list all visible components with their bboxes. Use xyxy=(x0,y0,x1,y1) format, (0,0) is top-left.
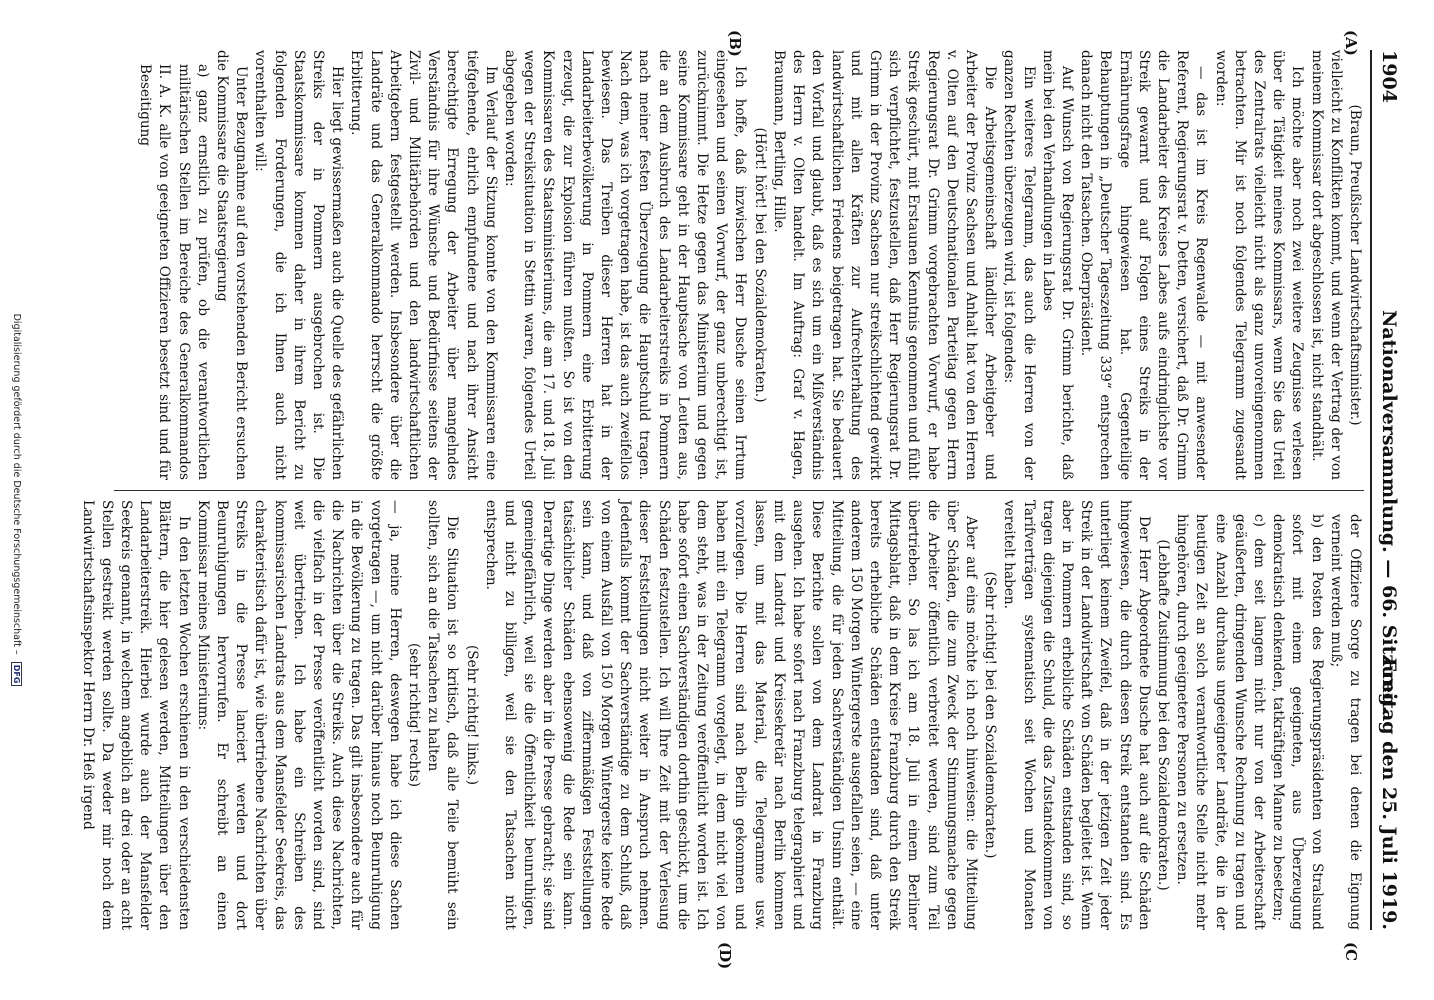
quote-paragraph: In den letzten Wochen erschienen in den verschiedensten Blättern, die hier gelesen werden, Mitteilungen über den Landarbeiterstreik. Hierbei wurde auch der Mansfelder Seekreis genannt, in welchem angeblich an drei oder an acht Stellen gestreikt werden sollte. Da weder mir noch dem Landwirtschaftsinspektor Herrn Dr. Heß irgend xyxy=(79,500,192,930)
margin-marker-c: (C xyxy=(1342,942,1360,962)
paragraph: vielleicht zu Konflikten kommt, und wenn der Vertrag der von meinem Kommissar dort abgeschlossen ist, nicht standhält. xyxy=(1308,50,1344,480)
quote-paragraph: Die Arbeitsgemeinschaft ländlicher Arbeitgeber und Arbeiter der Provinz Sachsen und Anhalt hat von den Herren v. Olten auf den Deutschnationalen Parteitag gegen Herrn Regierungsrat Dr. Grimm vorgebrachten Vorwurf, er habe Streik geschürt, mit Erstaunen Kenntnis genommen und fühlt sich verpflichtet, festzustellen, daß Herr Regierungsrat Dr. Grimm in der Provinz Sachsen nur streikschlichtend gewirkt und mit allen Kräften zur Aufrechterhaltung des landwirtschaftlichen Friedens beigetragen hat. Sie bedauert den Vorfall und glaubt, daß es sich um ein Mißverständnis des Herrn v. Olten handelt. Im Auftrag: Graf v. Hagen, Braumann, Bertling, Hille. xyxy=(770,50,999,480)
quote-paragraph: Auf Wunsch von Regierungsrat Dr. Grimm berichte, daß mein bei den Verhandlungen in Labes xyxy=(1039,50,1075,480)
right-column xyxy=(79,500,1364,930)
paragraph: Die Situation ist so kritisch, daß alle Teile bemüht sein sollten, sich an die Tatsachen zu halten xyxy=(425,500,461,930)
header-rule xyxy=(1370,50,1372,930)
column-divider xyxy=(114,490,1364,491)
paragraph: Ein weiteres Telegramm, das auch die Herren von der ganzen Rechten überzeugen wird, ist folgendes: xyxy=(1001,50,1037,480)
speaker-line: (Braun, Preußischer Landwirtschaftsminister.) xyxy=(1347,104,1363,426)
list-item: der Offiziere Sorge zu tragen bei denen die Eignung verneint werden muß; xyxy=(1327,514,1363,930)
interjection: (Sehr richtig! links.) xyxy=(463,644,480,786)
list-item: b) den Posten des Regierungspräsidenten von Stralsund sofort mit einem geeigneten, aus Überzeugung demokratisch denkenden, tatkräftigen Manne zu besetzen; xyxy=(1270,514,1325,930)
page-header xyxy=(1374,50,1404,930)
interjection: (sehr richtig! rechts) xyxy=(406,642,423,788)
paragraph: Ich hoffe, daß inzwischen Herr Dusche seinen Irrtum eingesehen und seinen Vorwurf, der ganz unberechtigt ist, zurücknimmt. Die Hetze gegen das Ministerium und gegen seine Kommissare geht in der Hauptsache von Leuten aus, die an dem Ausbruch des Landarbeiterstreiks in Pommern nach meiner festen Überzeugung die Hauptschuld tragen. Nach dem, was ich vorgetragen habe, ist das auch zweifellos bewiesen. Das Treiben dieser Herren hat in der Landarbeiterbevölkerung in Pommern eine Erbitterung erzeugt, die zur Explosion führen mußten. So ist von den Kommissaren des Staatsministeriums, die am 17. und 18. Juli wegen der Streiksituation in Stettin waren, folgendes Urteil abgegeben worden: xyxy=(502,50,749,480)
paragraph: Hier liegt gewissermaßen auch die Quelle des gefährlichen Streiks der in Pommern ausgebrochen ist. Die Staatskommissare kommen daher in ihrem Bericht zu folgenden Forderungen, die ich Ihnen auch nicht vorenthalten will: xyxy=(252,50,346,480)
margin-marker-b: (B) xyxy=(726,30,744,57)
paragraph: Ich möchte aber noch zwei weitere Zeugnisse verlesen über die Tätigkeit meines Kommissars, wenn Sie das Urteil des Zentralrats vielleicht nicht als ganz unvoreingenommen betrachten. Mir ist noch folgendes Telegramm zugesandt worden: xyxy=(1212,50,1306,480)
interjection: (Hört! hört! bei den Sozialdemokraten.) xyxy=(751,127,768,403)
quote-paragraph: — das ist im Kreis Regenwalde — mit anwesender Referent, Regierungsrat v. Detten, versichert, daß Dr. Grimm die Landarbeiter des Kreises Labes aufs eindringlichste vor Streik gewarnt und auf Folgen eines Streiks in der Ernährungsfrage hingewiesen hat. Gegenteilige Behauptungen in „Deutscher Tageszeitung 339“ entsprechen danach nicht den Tatsachen. Oberpräsident. xyxy=(1078,50,1210,480)
list-item: a) ganz ernstlich zu prüfen, ob die verantwortlichen militärischen Stellen im Bereiche des Generalkommandos II. A. K. alle von geeigneten Offizieren besetzt sind und für Beseitigung xyxy=(137,64,211,480)
session-title: Nationalversammlung. — 66. Sitzung. xyxy=(1378,310,1400,713)
margin-marker-d: (D) xyxy=(716,942,734,970)
margin-marker-a: (A) xyxy=(1342,30,1360,56)
page-number: 1904 xyxy=(1378,50,1400,103)
quote-paragraph: Im Verlauf der Sitzung konnte von den Kommissaren eine tiefgehende, ehrlich empfundene und nach ihrer Ansicht berechtigte Erregung der Arbeiter über mangelndes Verständnis für ihre Wünsche und Bedürfnisse seitens der Zivil- und Militärbehörden und den landwirtschaftlichen Arbeitgebern festgestellt werden. Insbesondere über die Landräte und das Generalkommando herrscht die größte Erbitterung. xyxy=(348,50,499,480)
paragraph: — ja, meine Herren, deswegen habe ich diese Sachen vorgetragen —, um nicht darüber hinaus noch Beunruhigung in die Bevölkerung zu tragen. Das gilt insbesondere auch für die Nachrichten über die Streiks. Auch diese Nachrichten, die vielfach in der Presse veröffentlicht worden sind, sind weit übertrieben. Ich habe ein Schreiben des kommissarischen Landrats aus dem Mansfelder Seekreis, das charakteristisch dafür ist, wie übertriebene Nachrichten über Streiks in die Presse lanciert werden und dort Beunruhigungen hervorrufen. Er schreibt an einen Kommissar meines Ministeriums: xyxy=(194,500,403,930)
paragraph: Aber auf eins möchte ich noch hinweisen: die Mitteilung über Schäden, die zum Zweck der Stimmungsmache gegen die Arbeiter öffentlich verbreitet werden, sind zum Teil übertrieben. So las ich am 18. Juli in einem Berliner Mittagsblatt, daß in dem Kreise Franzburg durch den Streik bereits erhebliche Schäden entstanden sind, daß unter anderem 150 Morgen Wintergerste ausgefallen seien, — eine Mitteilung, die für jeden Sachverständigen Unsinn enthält. Diese Berichte sollen von dem Landrat in Franzburg ausgehen. Ich habe sofort nach Franzburg telegraphiert und mit dem Landrat und Kreissekretär nach Berlin kommen lassen, um mit das Material, die Telegramme usw. vorzulegen. Die Herren sind nach Berlin gekommen und haben mit ein Telegramm vorgelegt, in dem nicht viel von dem steht, was in der Zeitung veröffentlicht worden ist. Ich habe sofort einen Sachverständigen dorthin geschickt, um die Schäden festzustellen. Ich will Ihre Zeit mit der Verlesung dieser Feststellungen nicht weiter in Anspruch nehmen. Jedenfalls kommt der Sachverständige zu dem Schluß, daß von einem Ausfall von 150 Morgen Wintergerste keine Rede sein kann, und daß von ziffernmäßigen Feststellungen tatsächlicher Schäden ebensowenig die Rede sein kann. Derartige Dinge werden aber in die Presse gebracht; sie sind gemeingefährlich, weil sie die Öffentlichkeit beunruhigen, und nicht zu billigen, weil sie den Tatsachen nicht entsprechen. xyxy=(482,500,979,930)
session-date: Freitag den 25. Juli 1919. xyxy=(1378,657,1400,930)
paragraph: Der Herr Abgeordnete Dusche hat auch auf die Schäden hingewiesen, die durch diesen Streik entstanden sind. Es unterliegt keinem Zweifel, daß in der jetzigen Zeit jeder Streik in der Landwirtschaft von Schäden begleitet ist. Wenn aber in Pommern erhebliche Schäden entstanden sind, so tragen diejenigen die Schuld, die das Zustandekommen von Tarifverträgen systematisch seit Wochen und Monaten vereitelt haben. xyxy=(1001,500,1152,930)
credit-text: Digitalisierung gefördert durch die Deutsche Forschungsgemeinschaft – xyxy=(11,313,22,655)
interjection: (Sehr richtig! bei den Sozialdemokraten.) xyxy=(982,571,999,859)
interjection: (Lebhafte Zustimmung bei den Sozialdemokraten.) xyxy=(1154,539,1171,891)
quote-paragraph: Unter Bezugnahme auf den vorstehenden Bericht ersuchen die Kommissare die Staatsregierung xyxy=(214,50,250,480)
left-column xyxy=(94,50,1364,480)
digitization-credit xyxy=(2,0,22,1000)
dfg-logo: DFG xyxy=(11,662,22,687)
list-item: c) dem seit langem nicht nur von der Arbeiterschaft geäußerten, dringenden Wunsche Rechnung zu tragen und eine Anzahl durchaus ungeeigneter Landräte, die in der heutigen Zeit an solch verantwortliche Stelle nicht mehr hingehören, durch geeignetere Personen zu ersetzen. xyxy=(1174,514,1267,930)
